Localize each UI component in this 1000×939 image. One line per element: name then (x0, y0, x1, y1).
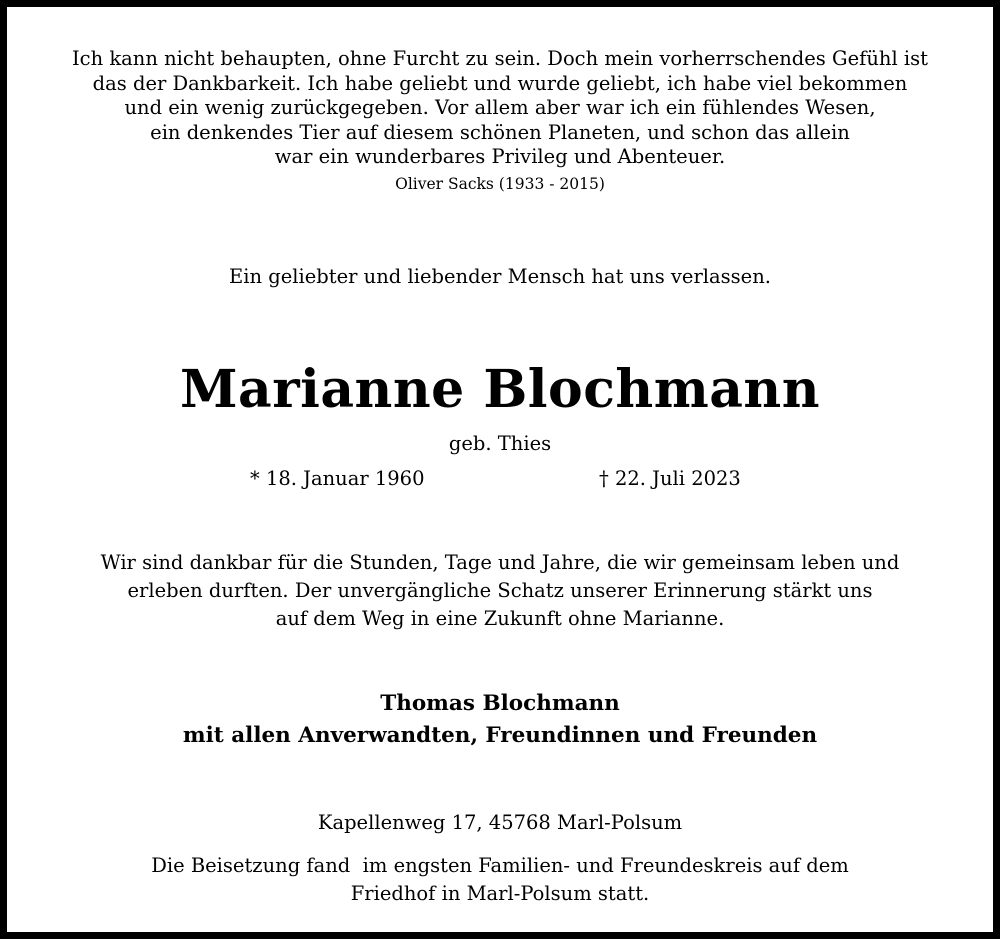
quote-line: das der Dankbarkeit. Ich habe geliebt und wurde geliebt, ich habe viel bekommen (92, 72, 908, 95)
quote-line: und ein wenig zurückgegeben. Vor allem aber war ich ein fühlendes Wesen, (124, 96, 876, 119)
mourner-relatives: mit allen Anverwandten, Freundinnen und Freunden (182, 723, 818, 748)
death-date: † 22. Juli 2023 (599, 467, 741, 490)
message-line: Wir sind dankbar für die Stunden, Tage und Jahre, die wir gemeinsam leben und (100, 551, 900, 574)
mourner-name: Thomas Blochmann (380, 691, 620, 716)
quote-line: Ich kann nicht behaupten, ohne Furcht zu sein. Doch mein vorherrschendes Gefühl ist (71, 47, 928, 70)
message-line: auf dem Weg in eine Zukunft ohne Marianne. (275, 607, 725, 630)
quote-line: ein denkendes Tier auf diesem schönen Planeten, und schon das allein (150, 121, 850, 144)
maiden-name: geb. Thies (448, 432, 552, 455)
funeral-line: Friedhof in Marl-Polsum statt. (350, 882, 650, 905)
message-line: erleben durften. Der unvergängliche Schatz unserer Erinnerung stärkt uns (127, 579, 873, 602)
deceased-name: Marianne Blochmann (179, 359, 821, 420)
intro-text: Ein geliebter und liebender Mensch hat uns verlassen. (229, 265, 771, 288)
address: Kapellenweg 17, 45768 Marl-Polsum (317, 811, 683, 834)
quote-author: Oliver Sacks (1933 - 2015) (395, 175, 605, 193)
funeral-line: Die Beisetzung fand im engsten Familien- und Freundeskreis auf dem (151, 854, 849, 877)
quote-line: war ein wunderbares Privileg und Abenteuer. (274, 145, 726, 168)
birth-date: * 18. Januar 1960 (250, 467, 425, 490)
